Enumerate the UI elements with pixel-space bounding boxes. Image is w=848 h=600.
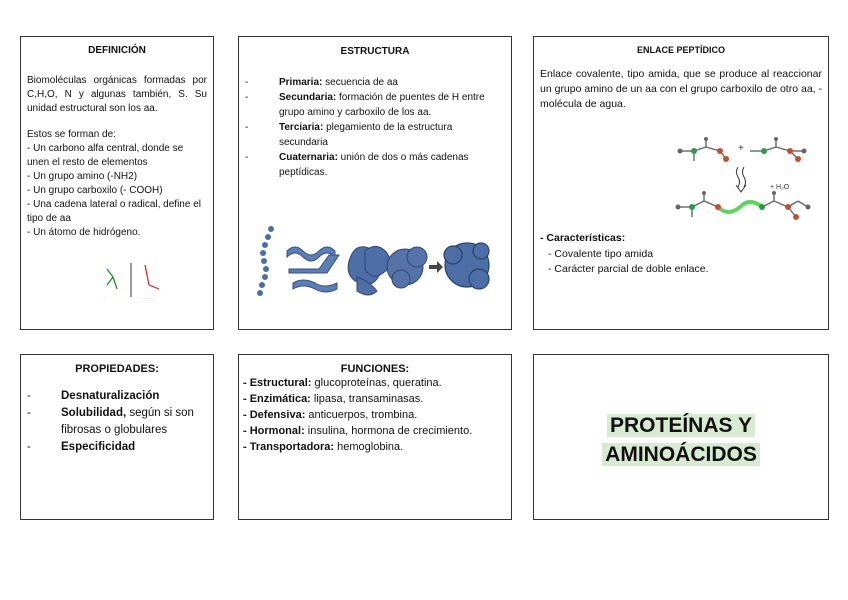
propiedades-item: - Solubilidad, según si son fibrosas o globulares [21,405,207,439]
enlace-title: ENLACE PEPTÍDICO [636,45,725,55]
enlace-card [533,36,829,330]
estructura-card [238,36,512,330]
funciones-item: - Defensiva: anticuerpos, trombina. [243,409,418,421]
definicion-list [21,142,213,240]
title-line-2: AMINOÁCIDOS [602,443,760,466]
funciones-item: - Hormonal: insulina, hormona de crecimiento. [243,425,473,437]
amino-acid-structure-image [97,259,177,303]
estructura-item: - Secundaria: formación de puentes de H entre grupo amino y carboxilo de los aa. [239,90,503,120]
estructura-title: ESTRUCTURA [340,46,410,57]
funciones-item: - Enzimática: lipasa, transaminasas. [243,393,424,405]
definicion-title: DEFINICIÓN [88,45,146,56]
definicion-paragraph: Biomoléculas orgánicas formadas por C,H,O, N y algunas también, S. Su unidad estructural son los aa. [27,75,207,114]
plus-sign: + [738,143,744,154]
svg-text:.....: ..... [103,296,108,300]
definicion-item: - Un átomo de hidrógeno. [27,227,141,238]
definicion-item: - Un grupo amino (-NH2) [27,171,138,182]
enlace-paragraph: Enlace covalente, tipo amida, que se produce al reaccionar un grupo amino de un aa con el grupo carboxilo de otro aa, - molécula de agua. [540,68,822,110]
propiedades-list [21,388,213,456]
caracteristicas-title: - Características: [540,232,626,244]
caracteristica-item: - Carácter parcial de doble enlace. [548,263,709,275]
propiedades-title: PROPIEDADES: [75,363,159,375]
title-line-1: PROTEÍNAS Y [607,414,755,437]
water-label: + H₂O [770,184,790,191]
definicion-item: - Un carbono alfa central, donde se unen el resto de elementos [27,143,184,168]
definicion-intro: Estos se forman de: [27,129,116,140]
propiedades-card [20,354,214,520]
caracteristicas-list [548,247,709,277]
funciones-item: - Estructural: glucoproteínas, queratina. [243,377,442,389]
svg-text:..................: .................. [139,296,155,300]
estructura-item: - Terciaria: plegamiento de la estructura secundaria [239,120,503,150]
funciones-list [239,375,511,455]
peptide-bond-reaction-image [674,137,834,223]
propiedades-item: - Especificidad [21,439,207,456]
protein-structure-levels-image [253,221,503,311]
estructura-list [239,75,511,180]
funciones-item: - Transportadora: hemoglobina. [243,441,404,453]
funciones-title: FUNCIONES: [340,363,410,375]
main-title [534,411,828,469]
definicion-item: - Un grupo carboxilo (- COOH) [27,185,163,196]
estructura-item: - Primaria: secuencia de aa [239,75,503,90]
estructura-item: - Cuaternaria: unión de dos o más cadenas peptídicas. [239,150,503,180]
definicion-card [20,36,214,330]
caracteristica-item: - Covalente tipo amida [548,248,654,260]
title-card [533,354,829,520]
propiedades-item: - Desnaturalización [21,388,207,405]
definicion-item: - Una cadena lateral o radical, define el tipo de aa [27,199,201,224]
funciones-card [238,354,512,520]
